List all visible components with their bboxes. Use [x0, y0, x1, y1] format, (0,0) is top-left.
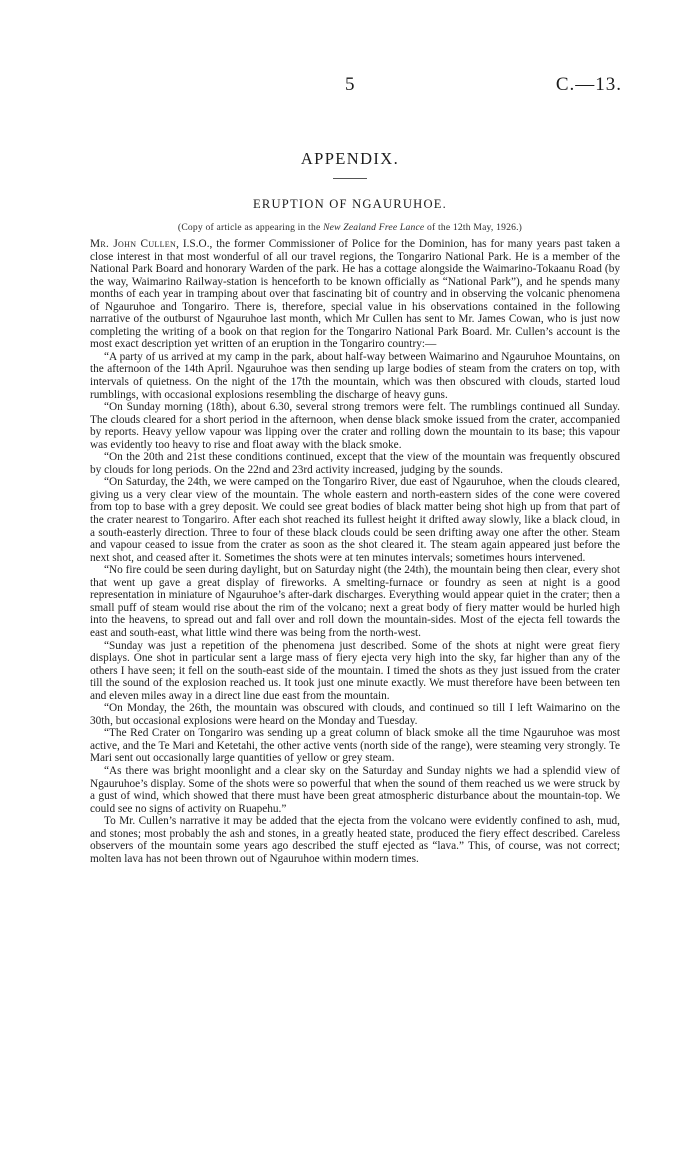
- paragraph: “On Monday, the 26th, the mountain was obscured with clouds, and continued so till I left Waimarino on the 30th, but occasional explosions were heard on the Monday and Tuesday.: [90, 702, 620, 727]
- paragraph: “On Sunday morning (18th), about 6.30, several strong tremors were felt. The rumblings continued all Sunday. The clouds cleared for a short period in the afternoon, when dense black smoke issued from the crater, accompanied by reports. Heavy yellow vapour was lipping over the crater and rolling down the mountain to its base; this vapour was evidently too heavy to rise and float away with the black smoke.: [90, 401, 620, 451]
- article-body: [90, 238, 620, 865]
- paragraph: “On the 20th and 21st these conditions continued, except that the view of the mountain was frequently obscured by clouds for long periods. On the 22nd and 23rd activity increased, judging by the sounds.: [90, 451, 620, 476]
- publication-name: New Zealand Free Lance: [323, 222, 425, 233]
- heading-rule: [333, 178, 367, 179]
- intro-text: , I.S.O., the former Commissioner of Police for the Dominion, has for many years past taken a close interest in that most wonderful of all our travel regions, the Tongariro National Park. He is a member of the National Park Board and honorary Warden of the park. He has a cottage alongside the Waimarino-Tokaanu Road (by the way, Waimarino Railway-station is henceforth to be known officially as “National Park”), and he spends many months of each year in tramping about over that fascinating bit of country and in observing the volcanic phenomena of Ngauruhoe and Tongariro. There is, therefore, special value in his observations contained in the following narrative of the outburst of Ngauruhoe last month, which Mr Cullen has sent to Mr. James Cowan, who is just now completing the writing of a book on that region for the Tongariro National Park Board. Mr. Cullen’s account is the most exact description yet written of an eruption in the Tongariro country:—: [90, 238, 620, 351]
- article-title: ERUPTION OF NGAURUHOE.: [253, 197, 447, 211]
- source-prefix: (Copy of article as appearing in the: [177, 222, 324, 233]
- appendix-heading: APPENDIX.: [300, 149, 400, 168]
- source-suffix: of the 12th May, 1926.): [424, 222, 523, 233]
- paragraph: “The Red Crater on Tongariro was sending up a great column of black smoke all the time Ngauruhoe was most active, and the Te Mari and Ketetahi, the other active vents (north side of the range), were steaming very strongly. Te Mari sent out occasionally large quantities of yellow or grey steam.: [90, 727, 620, 765]
- paragraph: “As there was bright moonlight and a clear sky on the Saturday and Sunday nights we had a splendid view of Ngauruhoe’s display. Some of the shots were so powerful that when the sound of them reached us we were struck by a gust of wind, which showed that there must have been great atmospheric disturbance about the mountain-top. We could see no signs of activity on Ruapehu.”: [90, 764, 620, 815]
- source-note: [0, 222, 700, 233]
- paragraph: To Mr. Cullen’s narrative it may be added that the ejecta from the volcano were evidently confined to ash, mud, and stones; most probably the ash and stones, in a greatly heated state, produced the fiery effect described. Careless observers of the mountain some years ago described the stuff ejected as “lava.” This, of course, was not correct; molten lava has not been thrown out of Ngauruhoe within modern times.: [90, 815, 620, 865]
- intro-paragraph: [90, 238, 620, 351]
- paragraph: “Sunday was just a repetition of the phenomena just described. Some of the shots at night were great fiery displays. One shot in particular sent a large mass of fiery ejecta very high into the sky, far higher than any of the others I have seen; it fell on the south-east side of the mountain. I timed the shots as they just issued from the crater till the sound of the explosion reached us. It took just one minute exactly. We must therefore have been between ten and eleven miles away in a direct line due east from the mountain.: [90, 639, 620, 702]
- paragraph: “A party of us arrived at my camp in the park, about half-way between Waimarino and Ngauruhoe Mountains, on the afternoon of the 14th April. Ngauruhoe was then sending up large bodies of steam from the craters on top, with intervals of quietness. On the night of the 17th the mountain, which was then obscured with clouds, started loud rumblings, with occasional explosions resembling the discharge of heavy guns.: [90, 350, 620, 401]
- page-number: 5: [345, 74, 355, 95]
- document-reference: C.—13.: [555, 74, 622, 95]
- paragraph: “On Saturday, the 24th, we were camped on the Tongariro River, due east of Ngauruhoe, when the clouds cleared, giving us a very clear view of the mountain. The whole eastern and north-eastern sides of the cone were covered from top to base with a grey deposit. We could see great bodies of black matter being shot high up from that part of the crater nearest to Tongariro. After each shot reached its fullest height it drifted away slowly, like a black cloud, in a south-easterly direction. Three to four of these black clouds could be seen drifting away one after the other. Steam and vapour ceased to issue from the crater as soon as the shot cleared it. The steam again appeared just before the next shot, and ceased after it. Sometimes the shots were at ten minutes intervals; sometimes hours intervened.: [90, 476, 620, 564]
- paragraph: “No fire could be seen during daylight, but on Saturday night (the 24th), the mountain being then clear, every shot that went up gave a great display of fireworks. A smelting-furnace or foundry as seen at night is a good representation in miniature of Ngauruhoe’s after-dark discharges. Everything would appear quiet in the crater; then a small puff of steam would rise about the rim of the volcano; next a great body of fiery matter would be hurled high into the heavens, to spread out and fall over and roll down the mountain-sides. Most of the ejecta fell towards the east and south-east, what little wind there was being from the north-west.: [90, 564, 620, 639]
- author-name: Mr. John Cullen: [90, 238, 177, 250]
